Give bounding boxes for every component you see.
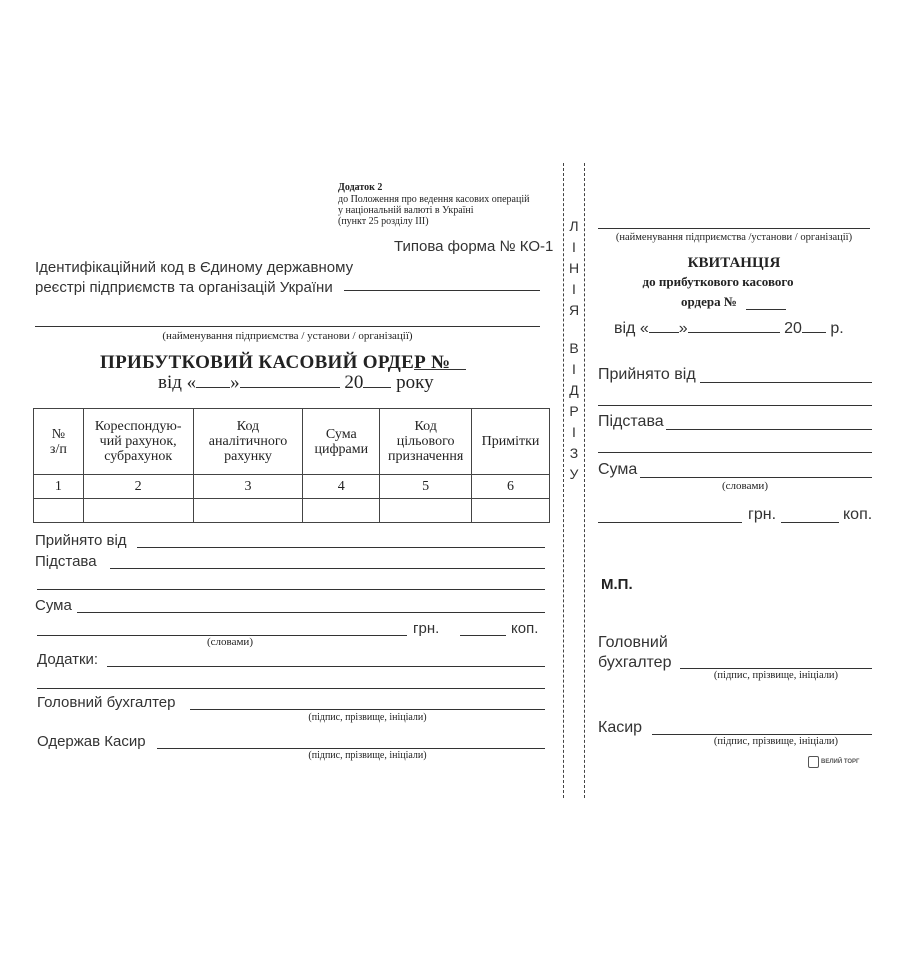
receipt-basis-field[interactable] — [666, 429, 872, 430]
receipt-received-from-field[interactable] — [700, 382, 872, 383]
number-cell: 6 — [472, 475, 550, 499]
kop-field[interactable] — [460, 635, 506, 636]
receipt-organization-field[interactable] — [598, 228, 870, 229]
receipt-subtitle-1: до прибуткового касового — [642, 274, 794, 289]
receipt-chief-accountant-caption: (підпис, прізвище, ініціали) — [713, 670, 839, 681]
appendix-title: Додаток 2 — [338, 182, 383, 193]
table-number-row — [34, 475, 550, 499]
id-code-label-line-2: реєстрі підприємств та організацій України — [35, 279, 333, 296]
receipt-date-month-field[interactable] — [688, 332, 780, 333]
cashier-field[interactable] — [157, 748, 545, 749]
cut-letter: Н — [568, 260, 580, 276]
receipt-title: КВИТАНЦІЯ — [687, 255, 781, 271]
receipt-sum-words-field[interactable] — [598, 522, 742, 523]
table-cell[interactable] — [303, 499, 380, 523]
receipt-cashier-field[interactable] — [652, 734, 872, 735]
cut-letter: Д — [569, 382, 579, 398]
id-code-label — [35, 258, 353, 298]
cut-line-left — [563, 163, 564, 798]
cut-letter: І — [572, 239, 576, 255]
cashier-caption: (підпис, прізвище, ініціали) — [308, 750, 427, 761]
appendix-line-1: до Положення про ведення касових операцій — [338, 194, 530, 205]
date-suffix: року — [396, 372, 434, 393]
receipt-uah-label: грн. — [748, 506, 777, 523]
sum-label: Сума — [35, 597, 72, 614]
receipt-date-day-field[interactable] — [649, 332, 679, 333]
basis-field[interactable] — [110, 568, 545, 569]
cut-letter: Р — [569, 403, 579, 419]
in-words-caption: (словами) — [207, 636, 253, 648]
receipt-chief-accountant-line-2: бухгалтер — [598, 654, 672, 671]
chief-accountant-field[interactable] — [190, 709, 545, 710]
cashier-label: Одержав Касир — [37, 733, 146, 750]
receipt-subtitle-2: ордера № — [681, 294, 737, 309]
receipt-chief-accountant-line-1: Головний — [598, 634, 668, 651]
receipt-chief-accountant-label — [598, 633, 671, 673]
receipt-cashier-caption: (підпис, прізвище, ініціали) — [713, 736, 839, 747]
attachments-field[interactable] — [107, 666, 545, 667]
id-code-field[interactable] — [344, 290, 540, 291]
receipt-sum-field[interactable] — [640, 477, 872, 478]
number-cell: 4 — [303, 475, 380, 499]
header-cell: Примітки — [472, 409, 550, 475]
basis-field-2[interactable] — [37, 589, 545, 590]
attachments-field-2[interactable] — [37, 688, 545, 689]
receipt-stamp: М.П. — [601, 576, 633, 593]
received-from-field[interactable] — [137, 547, 545, 548]
logo-text: ВЕЛИЙ ТОРГ — [821, 759, 860, 765]
table-row — [34, 499, 550, 523]
number-cell: 3 — [193, 475, 303, 499]
cut-letter: Я — [568, 302, 580, 318]
date-mid: » — [230, 372, 240, 393]
chief-accountant-caption: (підпис, прізвище, ініціали) — [308, 712, 427, 723]
order-table — [33, 408, 550, 523]
cut-letter: В — [569, 340, 579, 356]
table-header-row — [34, 409, 550, 475]
header-cell: Код аналітичного рахунку — [193, 409, 303, 475]
received-from-label: Прийнято від — [35, 532, 127, 549]
receipt-received-from-label: Прийнято від — [598, 366, 696, 383]
chief-accountant-label: Головний бухгалтер — [37, 694, 176, 711]
uah-label: грн. — [413, 620, 440, 637]
receipt-in-words-caption: (словами) — [722, 480, 768, 492]
basis-label: Підстава — [35, 553, 97, 570]
number-cell: 2 — [83, 475, 193, 499]
receipt-basis-label: Підстава — [598, 413, 664, 430]
number-cell: 1 — [34, 475, 84, 499]
table-cell[interactable] — [83, 499, 193, 523]
form-type: Типова форма № КО-1 — [394, 238, 554, 255]
organization-caption: (найменування підприємства / установи / організації) — [162, 330, 413, 342]
order-date — [158, 372, 434, 394]
cut-letter: І — [572, 281, 576, 297]
receipt-cashier-label: Касир — [598, 719, 643, 736]
date-prefix: від « — [158, 372, 197, 393]
receipt-date-prefix: від « — [614, 320, 649, 337]
receipt-date — [614, 320, 844, 338]
header-cell: Кореспондую- чий рахунок, субрахунок — [83, 409, 193, 475]
receipt-chief-accountant-field[interactable] — [680, 668, 872, 669]
cut-line-label — [567, 216, 581, 485]
header-cell: Код цільового призначення — [380, 409, 472, 475]
kop-label: коп. — [511, 620, 539, 637]
receipt-organization-caption: (найменування підприємства /установи / організації) — [615, 232, 853, 243]
sum-field[interactable] — [77, 612, 545, 613]
cut-letter: З — [569, 445, 579, 461]
receipt-date-year-prefix: 20 — [784, 320, 802, 337]
cut-letter: Л — [569, 218, 579, 234]
date-day-field[interactable] — [196, 387, 230, 388]
cut-letter: У — [569, 466, 579, 482]
organization-name-field[interactable] — [35, 326, 540, 327]
receipt-date-year-field[interactable] — [802, 332, 826, 333]
appendix-line-3: (пункт 25 розділу III) — [338, 216, 429, 227]
logo-icon — [808, 756, 819, 768]
table-cell[interactable] — [34, 499, 84, 523]
table-cell[interactable] — [193, 499, 303, 523]
header-cell: № з/п — [34, 409, 84, 475]
receipt-kop-label: коп. — [843, 506, 873, 523]
date-year-prefix: 20 — [344, 372, 364, 393]
date-year-field[interactable] — [363, 387, 391, 388]
table-cell[interactable] — [472, 499, 550, 523]
receipt-date-mid: » — [678, 320, 688, 337]
receipt-order-number-field[interactable] — [746, 309, 786, 310]
cut-letter: І — [572, 361, 576, 377]
id-code-label-line-1: Ідентифікаційний код в Єдиному державному — [35, 259, 354, 276]
receipt-sum-label: Сума — [598, 461, 638, 478]
receipt-received-from-field-2[interactable] — [598, 405, 872, 406]
attachments-label: Додатки: — [37, 651, 99, 668]
order-number-field[interactable] — [414, 369, 466, 370]
header-cell: Сума цифрами — [303, 409, 380, 475]
publisher-logo — [808, 756, 859, 768]
order-title: ПРИБУТКОВИЙ КАСОВИЙ ОРДЕР № — [100, 352, 451, 373]
cut-line-right — [584, 163, 585, 798]
receipt-date-suffix: р. — [830, 320, 844, 337]
number-cell: 5 — [380, 475, 472, 499]
cut-letter: І — [572, 424, 576, 440]
table-cell[interactable] — [380, 499, 472, 523]
receipt-kop-field[interactable] — [781, 522, 839, 523]
date-month-field[interactable] — [240, 387, 340, 388]
appendix-line-2: у національній валюті в Україні — [338, 205, 474, 216]
receipt-basis-field-2[interactable] — [598, 452, 872, 453]
